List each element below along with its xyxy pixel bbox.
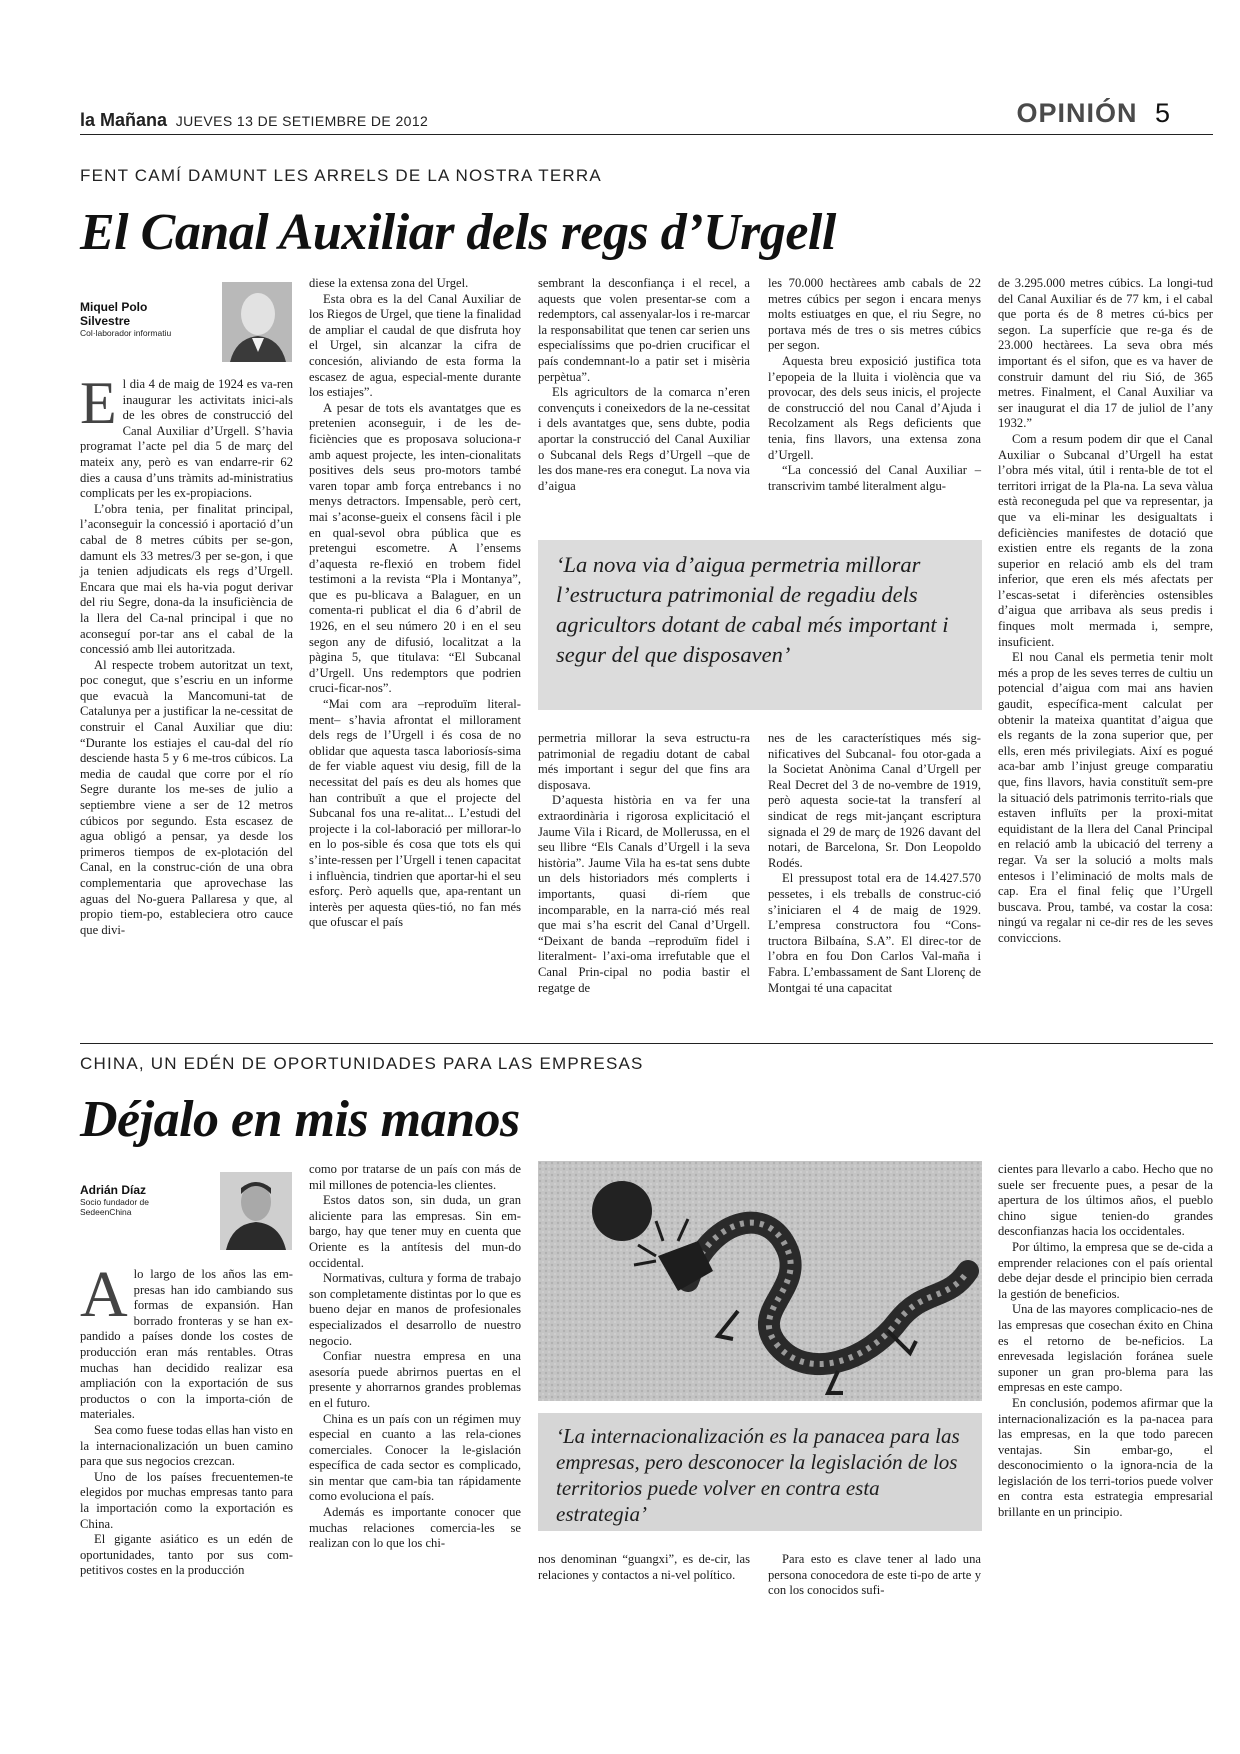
paragraph: sembrant la desconfiança i el recel, a aquests que volen presentar-se com a redemptors, cal assenyalar-los i re-marcar la responsabilitat que tenen car serien uns especialíssims que po-drien crucificar el país condemnant-lo a patir set i misèria perpètua”. xyxy=(538,276,750,384)
paragraph: Esta obra es la del Canal Auxiliar de los Riegos de Urgel, que tiene la finalidad de ampliar el caudal de que disfruta hoy el Urgel, sin alcanzar la cifra de concesión, aliviando de esta forma la escasez de agua, especial-mente durante los estiajes”. xyxy=(309,291,521,400)
author-photo xyxy=(222,282,292,362)
article1-column-1: El dia 4 de maig de 1924 es va-ren inaugurar les activitats inici-als de les obres de construcció del Canal Auxiliar d’Urgell. S’havia programat l’acte pel dia 5 de març del mateix any, però es van endarre-rir 62 dies a causa d’uns tràmits ad-ministratius complicats per les ex-propiacions. L’obra tenia, per finalitat principal, l’aconseguir la concessió i aportació d’un cabal de 8 metres cúbits per se-gon, damunt els 33 metres/3 per se-gon, i que ja tenien adjudicats els regs d’Urgell. Encara que mai els ha-via pogut derivar del riu Segre, dona-da la insuficiència de la llera del Ca-nal principal i que no aconseguí por-tar ans el cabal de la concessió amb llei autoritzada. Al respecte trobem autoritzat un text, poc conegut, que s’escriu en un informe que evacuà la Mancomuni-tat de Catalunya per a justificar la ne-cessitat de construir el Canal Auxiliar que diu: “Durante los estiajes el cau-dal del río desciende hasta 5 y 6 me-tros cúbicos. La media de caudal que corre por el río Segre durante los me-ses de julio a septiembre viene a ser de 12 metros cúbicos por segundo. Esta escasez de agua obligó a pensar, ya desde los primeros tiempos de ex-plotación del Canal, en la construc-ción de una obra complementaria que aprovechase las aguas del No-guera Pallaresa y que, al propio tiem-po, estableciera otro cauce que divi- xyxy=(80,370,293,937)
paragraph: Com a resum podem dir que el Canal Auxiliar o Subcanal d’Urgell ha estat l’obra més vital, útil i renta-ble de tot el territori irrigat de la Pla-na. La seva vàlua està reconeguda pel que va representar, ja que va eli-minar les desigualtats i deficiències manifestes de dotació que existien entre els regants de la zona superior en relació amb els del tram inferior, que eren els més afectats per l’escas-setat i diferències ostensibles d’aigua que arribava als seus predis i finques molt mermada i, sempre, insuficient. xyxy=(998,431,1213,649)
article1-byline xyxy=(80,300,220,338)
paragraph: les 70.000 hectàrees amb cabals de 22 metres cúbics per segon i encara menys molts estiuatges en que, el riu Segre, no portava més de tres o sis metres cúbics per segon. xyxy=(768,276,981,353)
paragraph: Normativas, cultura y forma de trabajo son completamente distintas por lo que es bueno dejar en manos de profesionales especializados el desarrollo de nuestro negocio. xyxy=(309,1271,521,1348)
article2-byline xyxy=(80,1183,220,1217)
paragraph: Uno de los países frecuentemen-te elegidos por muchas empresas tanto para la importación como la exportación es China. xyxy=(80,1469,293,1531)
author-role: Col·laborador informatiu xyxy=(80,328,172,338)
paragraph: diese la extensa zona del Urgel. xyxy=(309,276,469,290)
article1-headline: El Canal Auxiliar dels regs d’Urgell xyxy=(80,204,836,261)
header-rule xyxy=(80,134,1213,135)
author-photo xyxy=(220,1172,292,1250)
article-divider xyxy=(80,1043,1213,1044)
article2-column-3 xyxy=(538,1552,750,1583)
article1-column-4 xyxy=(768,276,981,494)
paragraph: cientes para llevarlo a cabo. Hecho que no suele ser frecuente pues, a pesar de la apertura de los últimos años, el pueblo chino sigue tenien-do grandes desconfianzas hacia los occidentales. xyxy=(998,1162,1213,1239)
section-name: OPINIÓN xyxy=(1016,98,1138,128)
article2-column-2 xyxy=(309,1162,521,1552)
paragraph: Estos datos son, sin duda, un gran aliciente para las empresas. Sin em-bargo, hay que tener muy en cuenta que Oriente es la antítesis del mun-do occidental. xyxy=(309,1193,521,1270)
paragraph: Para esto es clave tener al lado una persona conocedora de este ti-po de arte y con los conocidos sufi- xyxy=(768,1552,981,1598)
paragraph: A pesar de tots els avantatges que es pretenien aconseguir, i de les de-ficiències que es proposava soluciona-r amb aquest projecte, les inten-cionalitats positives dels seus pro-motors també varen topar amb força entrebancs i no menys detractors. Impensable, però cert, mai s’aconse-gueix el consens fàcil i ple en qual-sevol obra pública que es pretengui escometre. A l’ensems d’aquesta re-flexió en trobem fidel testimoni a la revista “Pla i Montanya”, que es pu-blicava a Balaguer, en un comenta-ri publicat el dia 6 d’abril de 1926, en el seu número 20 i en el seu segon any de difusió, localitzat a la pàgina 5, que titulava: “El Subcanal d’Urgell. Uns redemptors que podrien cruci-ficar-nos”. xyxy=(309,400,521,696)
article2-column-5 xyxy=(998,1162,1213,1521)
article1-kicker: FENT CAMÍ DAMUNT LES ARRELS DE LA NOSTRA TERRA xyxy=(80,166,602,185)
paragraph: El nou Canal els permetia tenir molt més a prop de les seves terres de cultiu un potencial d’aigua com mai ans havien gaudit, específica-ment calculat per obtenir la mateixa quantitat d’aigua que els regants de la zona superior que, per ells, eren més privilegiats. Així es pogué aca-bar amb l’injust greuge comparatiu que, fins llavors, havia constituït sem-pre la situació dels patrimonis territo-rials que estaven influïts per la proxi-mitat equidistant de la llera del Canal Principal en relació amb la ubicació del terreny a regar. Va ser la solució a molts mals entesos i l’eliminació de molts mals de cap. Era el final feliç que l’Urgell buscava. Prou, també, va costar la cosa: ningú va regalar ni ce-dir res de les seves conviccions. xyxy=(998,650,1213,945)
paragraph: Sea como fuese todas ellas han visto en la internacionalización un buen camino para que sus negocios crezcan. xyxy=(80,1422,293,1469)
dropcap: A xyxy=(80,1258,128,1331)
section-header xyxy=(1016,98,1170,129)
article1-column-3 xyxy=(538,276,750,494)
author-name: Miquel Polo Silvestre xyxy=(80,300,148,328)
paragraph: Una de las mayores complicacio-nes de las empresas que cosechan éxito en China es el retorno de be-neficios. La enrevesada legislación foránea suele suponer un gran pro-blema para las empresas en este campo. xyxy=(998,1302,1213,1395)
article1-column-2 xyxy=(309,276,521,931)
paragraph: Al respecte trobem autoritzat un text, poc conegut, que s’escriu en un informe que evacuà la Mancomuni-tat de Catalunya per a justificar la ne-cessitat de construir el Canal Auxiliar que diu: “Durante los estiajes el cau-dal del río desciende hasta 5 y 6 me-tros cúbicos. La media de caudal que corre por el río Segre durante los me-ses de julio a septiembre viene a ser de 12 metros cúbicos por segundo. Esta escasez de agua obligó a pensar, ya desde los primeros tiempos de ex-plotación del Canal, en la construc-ción de una obra complementaria que aprovechase las aguas del No-guera Pallaresa y que, al propio tiem-po, estableciera otro cauce que divi- xyxy=(80,657,293,937)
paragraph: El pressupost total era de 14.427.570 pessetes, i els treballs de construc-ció s’iniciaren el 4 de maig de 1929. L’empresa constructora fou “Cons-tructora Bilbaína, S.A”. El direc-tor de l’obra en fou Don Carlos Val-maña i Fabra. L’embassament de Sant Llorenç de Montgai té una capacitat xyxy=(768,871,981,995)
article1-pull-quote: ‘La nova via d’aigua permetria millorar l’estructura patrimonial de regadiu dels agricultors dotant de cabal més important i segur del que disposaven’ xyxy=(538,540,982,710)
issue-date: JUEVES 13 DE SETIEMBRE DE 2012 xyxy=(175,113,429,129)
article2-kicker: CHINA, UN EDÉN DE OPORTUNIDADES PARA LAS EMPRESAS xyxy=(80,1054,644,1073)
masthead xyxy=(80,110,428,131)
article1-column-4-continued xyxy=(768,731,981,996)
paragraph: “La concessió del Canal Auxiliar –transcrivim també literalment algu- xyxy=(768,463,981,493)
paragraph: China es un país con un régimen muy especial en cuanto a las rela-ciones comerciales. Conocer la le-gislación específica de cada sector es complicado, sin mentar que cam-bia tan rápidamente como evoluciona el país. xyxy=(309,1411,521,1504)
dragon-illustration xyxy=(538,1161,982,1401)
paragraph: “Mai com ara –reproduïm literal-ment– s’havia afrontat el millorament dels regs de l’Urgell i és cosa de no oblidar que aquesta tasca laboriosís-sima de fer viable aquest viu desig, fill de la necessitat del país es deu als homes que han contribuït a que el projecte del Subcanal fos una re-alitat... L’estudi del projecte i la col-laboració per millorar-lo en lo pos-sible és cosa que tots els qui s’inte-ressen per l’Urgell i tenen capacitat i influència, tindrien que aportar-hi el seu esforç. Però aquells que, apa-rentant un interès per aquesta qües-tió, no fan més que ofuscar el país xyxy=(309,697,521,930)
paragraph: En conclusión, podemos afirmar que la internacionalización es la pa-nacea para las empresas, en la que todo parecen ventajas. Sin embar-go, el desconocimiento o la ignora-ncia de la legislación de los terri-torios puede volver en contra esta estrategia empresarial brillante en un principio. xyxy=(998,1395,1213,1520)
paragraph: como por tratarse de un país con más de mil millones de potencia-les clientes. xyxy=(309,1162,521,1192)
article1-column-3-continued xyxy=(538,731,750,996)
author-name: Adrián Díaz xyxy=(80,1183,147,1197)
paragraph: Además es importante conocer que muchas relaciones comercia-les se realizan con lo que los chi- xyxy=(309,1505,521,1551)
paragraph: Aquesta breu exposició justifica tota l’epopeia de la lluita i violència que va provocar, des dels seus inicis, el projecte de construcció del nou Canal d’Ajuda i Recolzament als Regs deficients que tenia, fins llavors, una extensa zona d’Urgell. xyxy=(768,353,981,462)
author-role: Socio fundador de SedeenChina xyxy=(80,1197,149,1217)
paragraph: L’obra tenia, per finalitat principal, l’aconseguir la concessió i aportació d’un cabal de 8 metres cúbits per se-gon, damunt els 33 metres/3 per se-gon, i que ja tenien adjudicats els regs d’Urgell. Encara que mai els ha-via pogut derivar del riu Segre, dona-da la insuficiència de la llera del Ca-nal principal i que no aconseguí por-tar ans el cabal de la concessió amb llei autoritzada. xyxy=(80,501,293,657)
paragraph: Els agricultors de la comarca n’eren convençuts i coneixedors de la ne-cessitat i dels avantatges que, sens dubte, podia aportar la construcció del Canal Auxiliar o Subcanal dels Regs d’Urgell –que de les dos mane-res era conegut. La nova via d’aigua xyxy=(538,385,750,493)
article2-headline: Déjalo en mis manos xyxy=(80,1091,520,1148)
article1-column-5 xyxy=(998,276,1213,947)
page-number: 5 xyxy=(1154,98,1170,128)
paragraph: D’aquesta història en va fer una extraordinària i rigorosa explicitació el Jaume Vila i Ricard, de Mollerussa, en el seu llibre “Els Canals d’Urgell i la seva història”. Jaume Vila ha es-tat sens dubte un dels historiadors més complerts i importants, quasi di-ríem que incomparable, en la narra-ció més real que mai s’ha escrit del Canal d’Urgell. “Deixant de banda –reproduïm fidel i literalment- l’axi-oma irrefutable que el Canal Prin-cipal no podia bastir el regatge de xyxy=(538,793,750,995)
paragraph: Confiar nuestra empresa en una asesoría puede abrirnos puertas en el presente y ahorrarnos grandes problemas en el futuro. xyxy=(309,1349,521,1410)
dropcap: E xyxy=(80,370,117,436)
article2-column-1: Alo largo de los años las em-presas han ido cambiando sus formas de expansión. Han borrado fronteras y se han ex-pandido a países donde los costes de producción eran más rentables. Otras muchas han decidido realizar esa ampliación con la exportación de sus productos o con la importa-ción de materiales. Sea como fuese todas ellas han visto en la internacionalización un buen camino para que sus negocios crezcan. Uno de los países frecuentemen-te elegidos por muchas empresas tanto para la importación como la exportación es China. El gigante asiático es un edén de oportunidades, tanto por sus com-petitivos costes en la producción xyxy=(80,1258,293,1578)
article2-pull-quote: ‘La internacionalización es la panacea para las empresas, pero desconocer la legislación de los territorios puede volver en contra esta estrategia’ xyxy=(538,1413,982,1531)
paragraph: nos denominan “guangxi”, es de-cir, las relaciones y contactos a ni-vel político. xyxy=(538,1552,750,1582)
paragraph: Por último, la empresa que se de-cida a emprender relaciones con el país oriental debe dejar desde el principio bien cerrada la gestión de beneficios. xyxy=(998,1239,1213,1301)
paragraph: permetria millorar la seva estructu-ra patrimonial de regadiu dotant de cabal més important i segur del que fins ara disposava. xyxy=(538,731,750,792)
paragraph: El gigante asiático es un edén de oportunidades, tanto por sus com-petitivos costes en la producción xyxy=(80,1532,293,1578)
paragraph: de 3.295.000 metres cúbics. La longi-tud del Canal Auxiliar és de 77 km, i el cabal que porta és de 8 metres cú-bics per segon. La superfície que re-ga és de 23.000 hectàrees. La seva obra més important és el sifon, que es va haver de construir damunt del riu Sió, de 365 metres. Finalment, el Canal Auxiliar va ser inaugurat el dia 17 de juliol de l’any 1932.” xyxy=(998,276,1213,431)
paragraph: nes de les característiques més sig-nificatives del Subcanal- fou otor-gada a la Societat Anònima Canal d’Urgell per Real Decret del 3 de no-vembre de 1919, però aquesta socie-tat la transferí al sindicat de regs mit-jançant escriptura signada el 29 de març de 1926 davant del notari, de Barcelona, Sr. Don Leopoldo Rodés. xyxy=(768,731,981,870)
newspaper-name: la Mañana xyxy=(80,110,168,130)
article2-column-4 xyxy=(768,1552,981,1599)
